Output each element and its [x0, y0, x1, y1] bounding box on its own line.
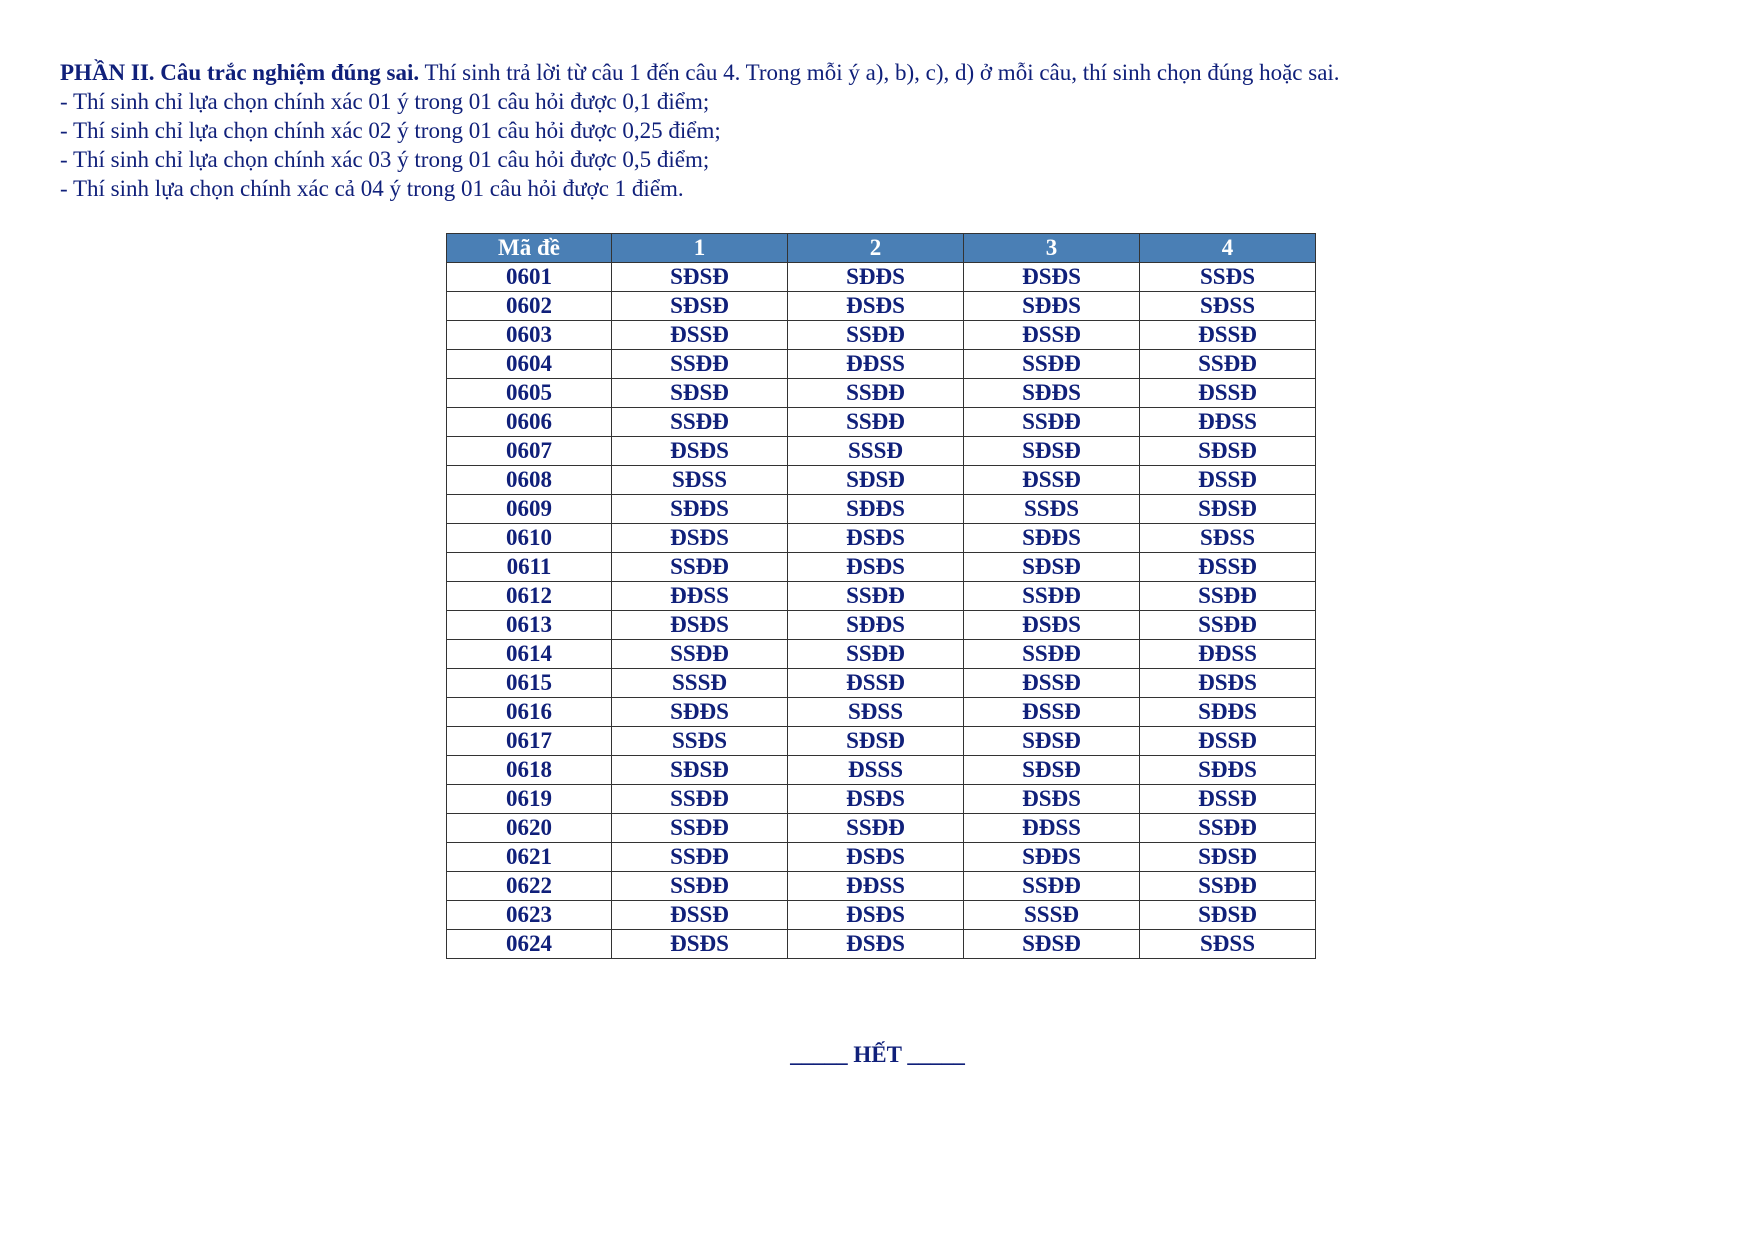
answer-cell-q4: SĐSS: [1140, 930, 1316, 959]
answer-cell-q1: SSĐĐ: [612, 350, 788, 379]
table-row: [447, 698, 1316, 727]
answer-cell-q3: ĐSĐS: [964, 611, 1140, 640]
answer-cell-q4: SĐSS: [1140, 524, 1316, 553]
answer-cell-q1: SSĐĐ: [612, 814, 788, 843]
scoring-rule: - Thí sinh chỉ lựa chọn chính xác 02 ý trong 01 câu hỏi được 0,25 điểm;: [60, 118, 721, 143]
table-row: [447, 814, 1316, 843]
answer-cell-q3: SĐĐS: [964, 524, 1140, 553]
table-row: [447, 582, 1316, 611]
answer-cell-q1: SĐSĐ: [612, 263, 788, 292]
answer-cell-q4: SĐSĐ: [1140, 437, 1316, 466]
answer-cell-q2: SSĐĐ: [788, 379, 964, 408]
exam-code-cell: 0611: [447, 553, 612, 582]
answer-cell-q3: SĐSĐ: [964, 756, 1140, 785]
table-row: [447, 321, 1316, 350]
answer-cell-q2: SĐĐS: [788, 495, 964, 524]
exam-code-cell: 0604: [447, 350, 612, 379]
table-row: [447, 843, 1316, 872]
answer-cell-q3: ĐSSĐ: [964, 466, 1140, 495]
section-heading: [60, 58, 1340, 87]
answer-cell-q1: SSSĐ: [612, 669, 788, 698]
answer-cell-q2: SSĐĐ: [788, 582, 964, 611]
answer-cell-q1: ĐSSĐ: [612, 321, 788, 350]
exam-code-cell: 0621: [447, 843, 612, 872]
answer-cell-q1: SSĐĐ: [612, 553, 788, 582]
answer-cell-q2: SSĐĐ: [788, 814, 964, 843]
table-row: [447, 495, 1316, 524]
answer-cell-q3: SĐSĐ: [964, 553, 1140, 582]
answer-cell-q1: ĐSĐS: [612, 437, 788, 466]
exam-code-cell: 0607: [447, 437, 612, 466]
table-row: [447, 669, 1316, 698]
answer-cell-q4: SSĐĐ: [1140, 582, 1316, 611]
answer-cell-q3: SĐSĐ: [964, 437, 1140, 466]
answer-cell-q4: ĐSSĐ: [1140, 379, 1316, 408]
answer-cell-q2: SSĐĐ: [788, 408, 964, 437]
answer-cell-q2: ĐSSS: [788, 756, 964, 785]
answer-cell-q4: SSĐĐ: [1140, 872, 1316, 901]
answer-cell-q2: SSĐĐ: [788, 321, 964, 350]
answer-cell-q3: SĐĐS: [964, 843, 1140, 872]
header-question-2: 2: [788, 234, 964, 263]
answer-cell-q2: SĐSĐ: [788, 727, 964, 756]
answer-cell-q2: ĐSĐS: [788, 843, 964, 872]
header-exam-code: Mã đề: [447, 234, 612, 263]
answer-cell-q4: SSĐĐ: [1140, 611, 1316, 640]
scoring-rule: - Thí sinh chỉ lựa chọn chính xác 01 ý trong 01 câu hỏi được 0,1 điểm;: [60, 89, 710, 114]
exam-code-cell: 0612: [447, 582, 612, 611]
answer-cell-q2: SSSĐ: [788, 437, 964, 466]
exam-code-cell: 0618: [447, 756, 612, 785]
answer-cell-q1: SĐĐS: [612, 495, 788, 524]
answer-cell-q2: ĐĐSS: [788, 350, 964, 379]
answer-cell-q3: ĐSĐS: [964, 785, 1140, 814]
table-row: [447, 640, 1316, 669]
answer-cell-q4: SSĐĐ: [1140, 350, 1316, 379]
answer-cell-q2: ĐSĐS: [788, 553, 964, 582]
answer-cell-q4: ĐSSĐ: [1140, 553, 1316, 582]
end-marker: _____ HẾT _____: [790, 1042, 965, 1067]
table-row: [447, 553, 1316, 582]
table-row: [447, 263, 1316, 292]
header-question-1: 1: [612, 234, 788, 263]
answer-cell-q2: SĐSS: [788, 698, 964, 727]
answer-cell-q3: SSĐĐ: [964, 408, 1140, 437]
answer-cell-q2: ĐSĐS: [788, 785, 964, 814]
answer-cell-q1: SSĐĐ: [612, 843, 788, 872]
answer-cell-q3: ĐSSĐ: [964, 698, 1140, 727]
table-row: [447, 466, 1316, 495]
exam-code-cell: 0609: [447, 495, 612, 524]
exam-code-cell: 0601: [447, 263, 612, 292]
table-row: [447, 524, 1316, 553]
answer-cell-q4: ĐĐSS: [1140, 640, 1316, 669]
answer-cell-q1: SSĐĐ: [612, 640, 788, 669]
section-description: Thí sinh trả lời từ câu 1 đến câu 4. Trong mỗi ý a), b), c), d) ở mỗi câu, thí sinh chọn đúng hoặc sai.: [419, 60, 1340, 85]
table-row: [447, 292, 1316, 321]
exam-code-cell: 0620: [447, 814, 612, 843]
answer-cell-q3: SSĐĐ: [964, 872, 1140, 901]
header-question-4: 4: [1140, 234, 1316, 263]
answer-cell-q4: SĐSĐ: [1140, 901, 1316, 930]
exam-code-cell: 0610: [447, 524, 612, 553]
answer-cell-q2: ĐSĐS: [788, 292, 964, 321]
answer-cell-q1: SĐSĐ: [612, 756, 788, 785]
answer-cell-q1: SĐĐS: [612, 698, 788, 727]
answer-cell-q1: SĐSS: [612, 466, 788, 495]
answer-cell-q3: SĐSĐ: [964, 727, 1140, 756]
answer-cell-q3: ĐSSĐ: [964, 669, 1140, 698]
answer-cell-q4: SĐĐS: [1140, 756, 1316, 785]
answer-cell-q3: ĐSSĐ: [964, 321, 1140, 350]
exam-code-cell: 0624: [447, 930, 612, 959]
answer-cell-q4: SĐĐS: [1140, 698, 1316, 727]
answer-cell-q1: ĐSĐS: [612, 930, 788, 959]
answer-cell-q3: SSĐS: [964, 495, 1140, 524]
table-body: [447, 263, 1316, 959]
answer-cell-q3: SSSĐ: [964, 901, 1140, 930]
answer-cell-q4: ĐSĐS: [1140, 669, 1316, 698]
table-row: [447, 872, 1316, 901]
answer-cell-q3: SSĐĐ: [964, 350, 1140, 379]
answer-cell-q4: SĐSĐ: [1140, 843, 1316, 872]
scoring-rule: - Thí sinh lựa chọn chính xác cả 04 ý trong 01 câu hỏi được 1 điểm.: [60, 176, 684, 201]
table-row: [447, 930, 1316, 959]
answer-cell-q4: SĐSĐ: [1140, 495, 1316, 524]
answer-cell-q1: SSĐĐ: [612, 785, 788, 814]
answer-cell-q3: SSĐĐ: [964, 582, 1140, 611]
table-row: [447, 756, 1316, 785]
exam-code-cell: 0606: [447, 408, 612, 437]
answer-cell-q3: ĐSĐS: [964, 263, 1140, 292]
answer-cell-q2: ĐSĐS: [788, 524, 964, 553]
scoring-rule: - Thí sinh chỉ lựa chọn chính xác 03 ý trong 01 câu hỏi được 0,5 điểm;: [60, 147, 710, 172]
answer-cell-q4: SSĐS: [1140, 263, 1316, 292]
answer-cell-q4: SSĐĐ: [1140, 814, 1316, 843]
answer-cell-q3: SĐĐS: [964, 379, 1140, 408]
table-row: [447, 437, 1316, 466]
answer-cell-q1: ĐSĐS: [612, 524, 788, 553]
table-row: [447, 350, 1316, 379]
instructions: [60, 58, 1340, 203]
answer-cell-q4: ĐĐSS: [1140, 408, 1316, 437]
exam-code-cell: 0616: [447, 698, 612, 727]
answer-key-table: [446, 233, 1316, 959]
answer-cell-q3: SĐĐS: [964, 292, 1140, 321]
answer-cell-q1: ĐSĐS: [612, 611, 788, 640]
exam-code-cell: 0605: [447, 379, 612, 408]
exam-code-cell: 0613: [447, 611, 612, 640]
header-question-3: 3: [964, 234, 1140, 263]
answer-cell-q4: ĐSSĐ: [1140, 321, 1316, 350]
answer-cell-q2: SĐĐS: [788, 263, 964, 292]
answer-cell-q2: SSĐĐ: [788, 640, 964, 669]
answer-cell-q2: ĐĐSS: [788, 872, 964, 901]
answer-cell-q1: SSĐĐ: [612, 872, 788, 901]
answer-cell-q3: ĐĐSS: [964, 814, 1140, 843]
table-row: [447, 901, 1316, 930]
answer-cell-q3: SĐSĐ: [964, 930, 1140, 959]
table-row: [447, 785, 1316, 814]
answer-cell-q1: SSĐS: [612, 727, 788, 756]
answer-cell-q4: ĐSSĐ: [1140, 785, 1316, 814]
answer-cell-q2: SĐĐS: [788, 611, 964, 640]
table-row: [447, 611, 1316, 640]
answer-cell-q1: ĐSSĐ: [612, 901, 788, 930]
exam-code-cell: 0614: [447, 640, 612, 669]
answer-cell-q2: ĐSĐS: [788, 901, 964, 930]
exam-code-cell: 0617: [447, 727, 612, 756]
answer-cell-q1: SĐSĐ: [612, 292, 788, 321]
answer-cell-q3: SSĐĐ: [964, 640, 1140, 669]
exam-code-cell: 0602: [447, 292, 612, 321]
answer-cell-q4: ĐSSĐ: [1140, 466, 1316, 495]
exam-code-cell: 0622: [447, 872, 612, 901]
exam-code-cell: 0623: [447, 901, 612, 930]
answer-cell-q4: ĐSSĐ: [1140, 727, 1316, 756]
answer-cell-q2: ĐSSĐ: [788, 669, 964, 698]
table-row: [447, 408, 1316, 437]
header-row: [447, 234, 1316, 263]
answer-cell-q1: SSĐĐ: [612, 408, 788, 437]
section-title: PHẦN II. Câu trắc nghiệm đúng sai.: [60, 60, 420, 85]
exam-code-cell: 0619: [447, 785, 612, 814]
answer-cell-q1: SĐSĐ: [612, 379, 788, 408]
table-row: [447, 727, 1316, 756]
exam-code-cell: 0615: [447, 669, 612, 698]
exam-code-cell: 0608: [447, 466, 612, 495]
answer-cell-q2: SĐSĐ: [788, 466, 964, 495]
table-row: [447, 379, 1316, 408]
answer-cell-q4: SĐSS: [1140, 292, 1316, 321]
answer-cell-q2: ĐSĐS: [788, 930, 964, 959]
answer-cell-q1: ĐĐSS: [612, 582, 788, 611]
exam-code-cell: 0603: [447, 321, 612, 350]
